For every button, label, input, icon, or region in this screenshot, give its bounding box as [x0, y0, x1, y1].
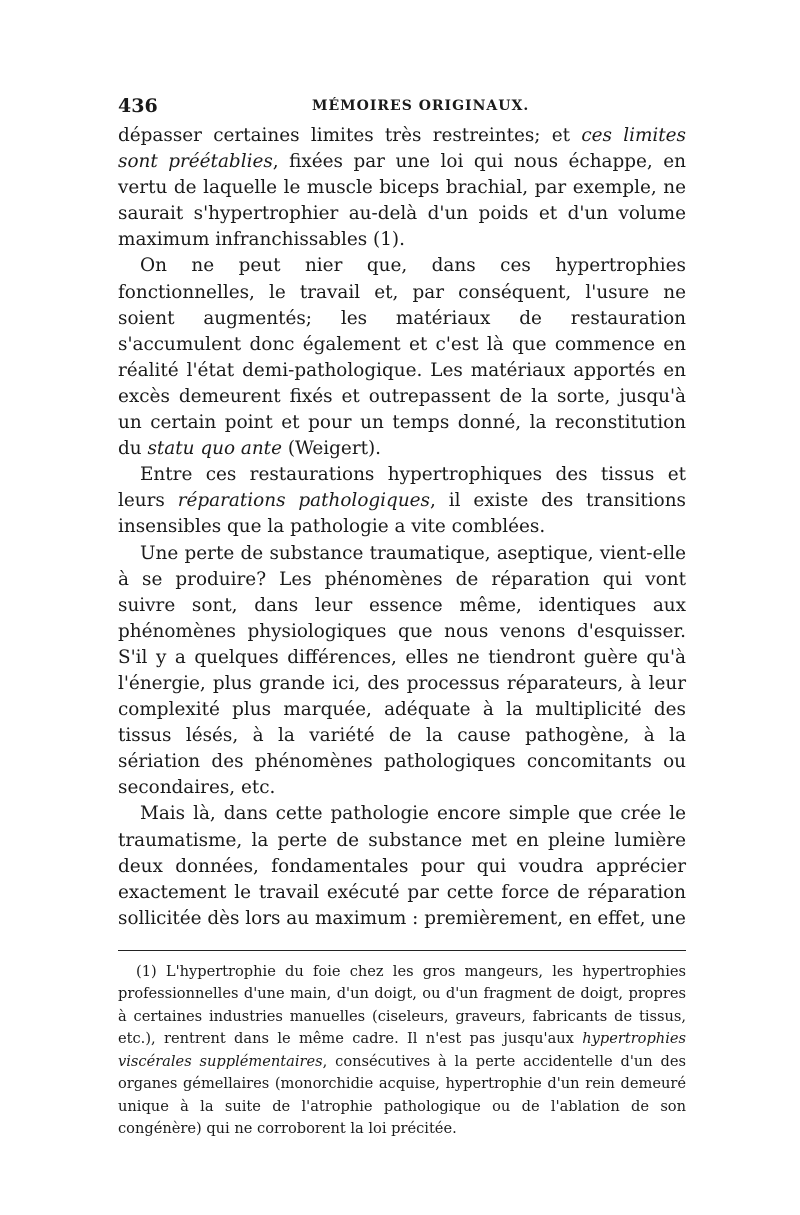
text-run: , il existe des transitions insensibles que la pathologie a vite comblées.	[118, 490, 686, 538]
text-run: Mais là, dans cette pathologie encore simple que crée le traumatisme, la perte de substance met en pleine lumière deux données, fondamentales pour qui voudra apprécier exactement le travail exécuté par cette force de réparation sollicitée dès lors au maximum : premièrement, en effet, une	[118, 803, 686, 929]
text-run: (Weigert).	[281, 438, 382, 460]
paragraph	[118, 123, 686, 253]
italic-text-run: statu quo ante	[147, 438, 282, 460]
text-run: dépasser certaines limites très restreintes; et	[118, 125, 582, 146]
footnote-divider	[118, 950, 686, 951]
text-run: , consécutives à la perte accidentelle d'un des organes gémellaires (monorchidie acquise, hypertrophie d'un rein demeuré unique à la suite de l'atrophie pathologique ou de l'ablation de son congénère) qui ne corroborent la loi précitée.	[118, 1052, 687, 1138]
text-run: (1) L'hypertrophie du foie chez les gros mangeurs, les hypertrophies professionnelles d'une main, d'un doigt, ou d'un fragment de doigt, propres à certaines industries manuelles (ciseleurs, graveurs, fabricants de tissus, etc.), rentrent dans le même cadre. Il n'est pas jusqu'aux	[118, 962, 686, 1048]
text-run: Entre ces restaurations hypertrophiques des tissus et leurs	[118, 464, 686, 512]
italic-text-run: hypertrophies viscérales supplémentaires	[118, 1030, 686, 1070]
body-text	[118, 123, 686, 932]
running-title: MÉMOIRES ORIGINAUX.	[312, 98, 530, 114]
paragraph	[118, 801, 686, 931]
text-run: Une perte de substance traumatique, aseptique, vient-elle à se produire? Les phénomènes de réparation qui vont suivre sont, dans leur essence même, identiques aux phénomènes physiologiques que nous venons d'esquisser. S'il y a quelques différences, elles ne tiendront guère qu'à l'énergie, plus grande ici, des processus réparateurs, à leur complexité plus marquée, adéquate à la multiplicité des tissus lésés, à la variété de la cause pathogène, à la sériation des phénomènes pathologiques concomitants ou secondaires, etc.	[118, 542, 686, 799]
page-header	[118, 95, 686, 119]
footnote	[118, 961, 686, 1141]
paragraph	[118, 253, 686, 462]
text-run: On ne peut nier que, dans ces hypertrophies fonctionnelles, le travail et, par conséquent, l'usure ne soient augmentés; les matériaux de restauration s'accumulent donc également et c'est là que commence en réalité l'état demi-pathologique. Les matériaux apportés en excès demeurent fixés et outrepassent de la sorte, jusqu'à un certain point et pour un temps donné, la reconstitution du	[118, 255, 686, 460]
text-run: , fixées par une loi qui nous échappe, en vertu de laquelle le muscle biceps brachial, par exemple, ne saurait s'hypertrophier au-delà d'un poids et d'un volume maximum infranchissables (1).	[118, 151, 686, 251]
book-page	[118, 95, 686, 1141]
paragraph	[118, 462, 686, 540]
paragraph	[118, 541, 686, 802]
page-number: 436	[118, 95, 158, 117]
italic-text-run: réparations pathologiques	[177, 490, 430, 512]
italic-text-run: ces limites sont préétablies	[118, 125, 686, 173]
